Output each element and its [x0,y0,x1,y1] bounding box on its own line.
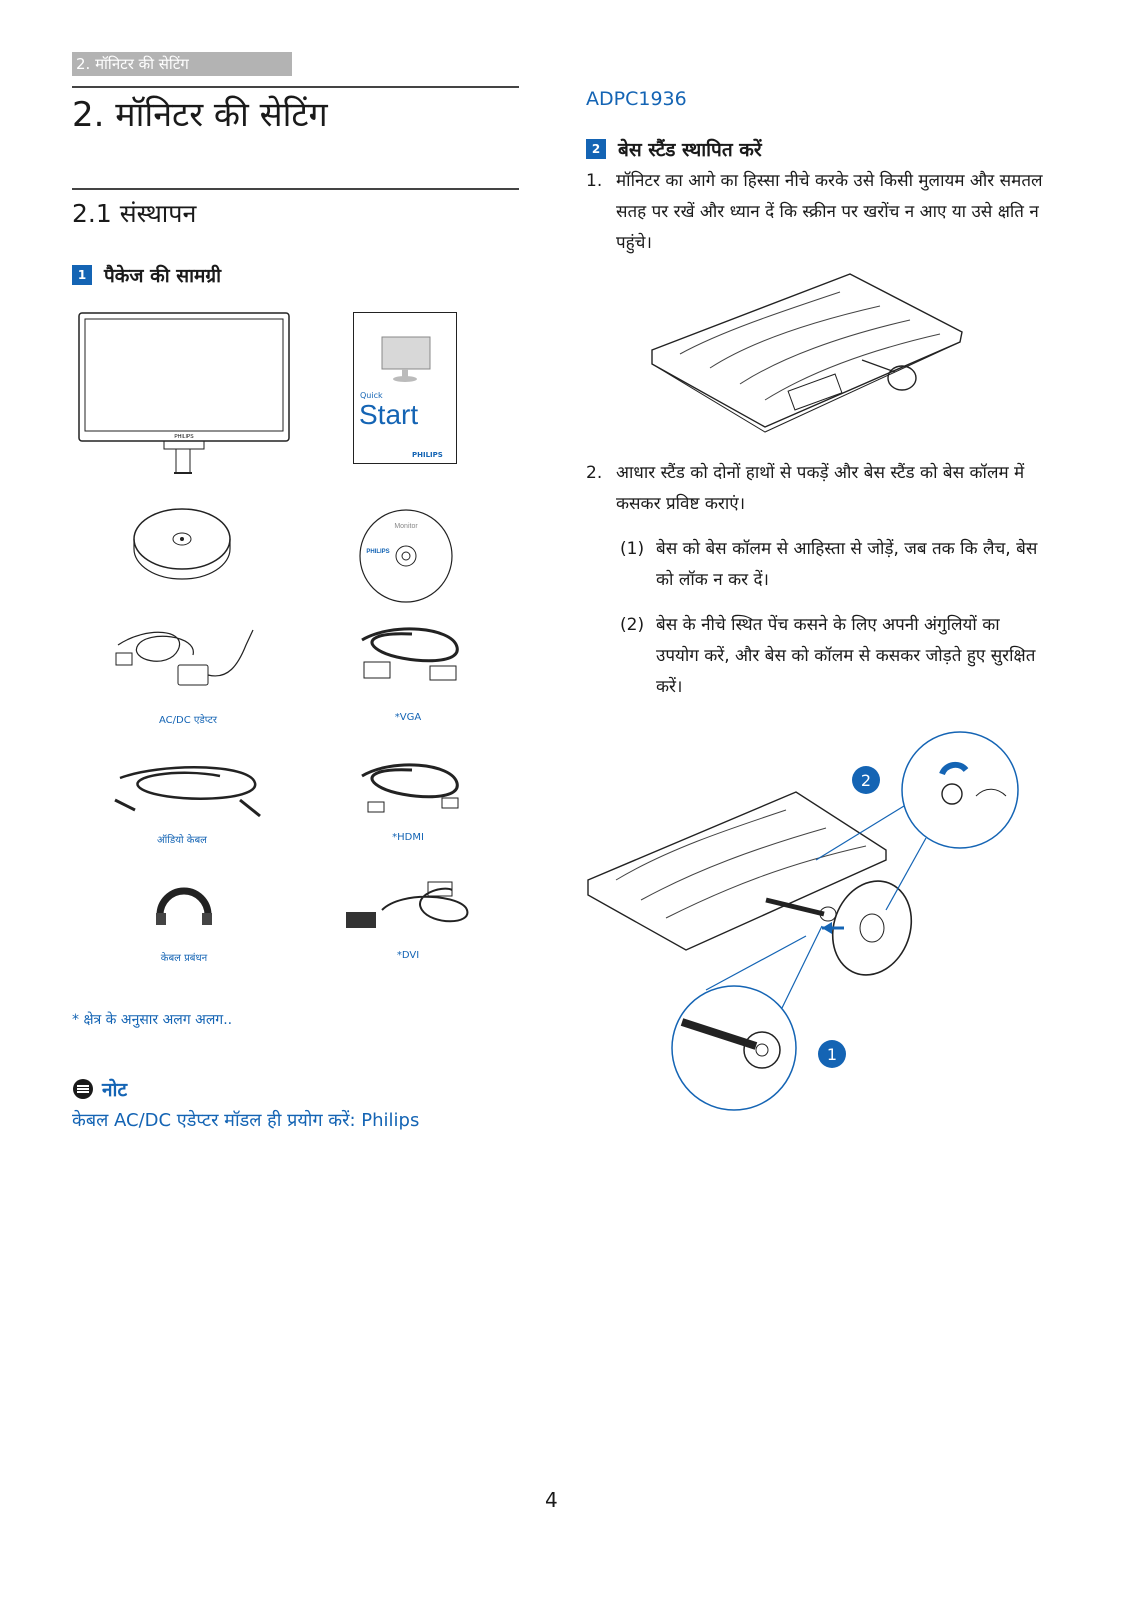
item-number: 2. [586,463,603,483]
step-badge-2: 2 [586,139,606,159]
quick-start-booklet [353,312,457,464]
monitor-brand: PHILIPS [174,434,194,440]
instruction-item-2 [586,458,1046,520]
caption-hdmi: *HDMI [392,832,424,843]
footnote: * क्षेत्र के अनुसार अलग अलग.. [72,1012,233,1028]
item-number: 1. [586,171,603,191]
step-badge: 1 [72,265,92,285]
running-head: 2. मॉनिटर की सेटिंग [72,52,292,76]
section-title: 2.1 संस्थापन [72,199,197,228]
caption-cable-management: केबल प्रबंधन [160,953,208,964]
instruction-item-1 [586,166,1046,259]
page-number: 4 [545,1488,558,1512]
caption-vga: *VGA [394,712,422,723]
package-title: पैकेज की सामग्री [104,265,221,287]
subitem-number: (1) [620,539,645,559]
caption-audio: ऑडियो केबल [157,835,207,846]
package-heading [72,262,221,288]
instruction-subitem-2 [620,610,1040,703]
cd-illustration [358,508,454,604]
item-text: आधार स्टैंड को दोनों हाथों से पकड़ें और बेस स्टैंड को बेस कॉलम में कसकर प्रविष्ट कराएं। [616,463,1025,514]
note-icon [72,1078,94,1100]
callout-one: 1 [826,1045,838,1064]
booklet-monitor-icon [380,335,432,383]
callout-two: 2 [860,771,872,790]
ac-dc-adapter-illustration [108,625,268,695]
note-body: केबल AC/DC एडेप्टर मॉडल ही प्रयोग करें: Philips [72,1110,420,1131]
cd-brand: PHILIPS [366,549,390,555]
monitor-illustration [78,312,290,480]
section-rule [72,188,519,190]
dvi-cable-illustration [342,880,472,940]
monitor-facedown-illustration [640,272,970,432]
subitem-text: बेस को बेस कॉलम से आहिस्ता से जोड़ें, जब तक कि लैच, बेस को लॉक न कर दें। [656,539,1038,590]
base-stand-title: बेस स्टैंड स्थापित करें [618,139,762,161]
hdmi-cable-illustration [342,758,472,828]
instruction-subitem-1 [620,534,1040,596]
subitem-text: बेस के नीचे स्थित पेंच कसने के लिए अपनी अंगुलियों का उपयोग करें, और बेस को कॉलम से कसकर जोड़ते हुए सुरक्षित करें। [656,615,1036,697]
cable-management-illustration [152,885,216,941]
subitem-number: (2) [620,615,645,635]
booklet-quick: Quick [360,391,383,400]
note-heading-text: नोट [102,1079,128,1101]
item-text: मॉनिटर का आगे का हिस्सा नीचे करके उसे किसी मुलायम और समतल सतह पर रखें और ध्यान दें कि स्क्रीन पर खरोंच न आए या उसे क्षति न पहुंचे। [616,171,1043,253]
chapter-title: 2. मॉनिटर की सेटिंग [72,95,328,135]
booklet-brand: PHILIPS [412,451,443,459]
vga-cable-illustration [342,622,472,692]
cd-title: Monitor [394,523,418,530]
model-number: ADPC1936 [586,88,687,110]
booklet-start: Start [359,399,419,430]
caption-ac-dc: AC/DC एडेप्टर [158,715,218,726]
chapter-rule [72,86,519,88]
audio-cable-illustration [100,758,270,828]
base-stand-heading [586,136,762,162]
base-assembly-illustration [586,730,1036,1120]
base-illustration [132,505,232,577]
note-heading [72,1076,127,1102]
caption-dvi: *DVI [396,950,420,961]
